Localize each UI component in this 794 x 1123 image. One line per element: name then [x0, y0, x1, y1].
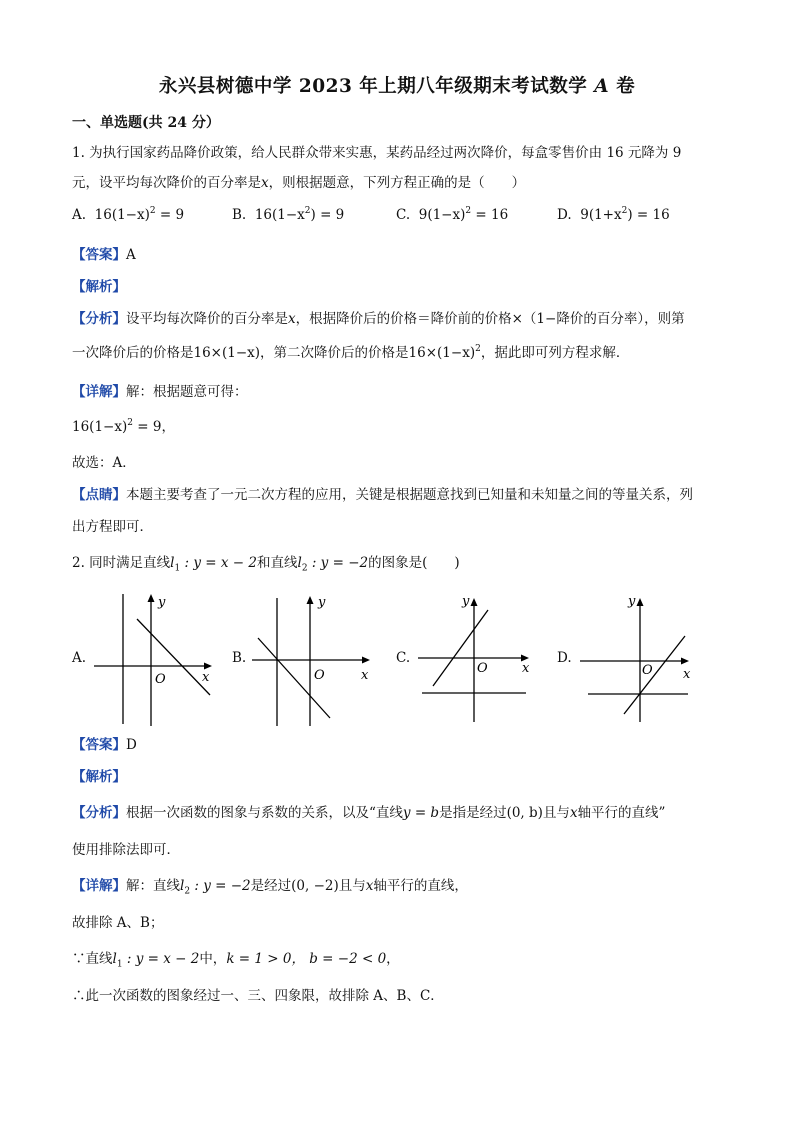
q1-option-b[interactable] — [232, 207, 344, 223]
fenxi-formula: y = b — [402, 805, 440, 821]
x-axis-label: x — [202, 670, 210, 685]
section-heading: 一、单选题(共 24 分） — [72, 115, 220, 131]
q1-choose: 故选：A． — [72, 455, 136, 471]
q2-analysis-tag — [72, 767, 126, 787]
detail-var: x — [365, 878, 374, 894]
equation-exponent: 2 — [127, 418, 133, 428]
option-label: D. — [557, 207, 572, 223]
equation-rest: = 9， — [132, 419, 175, 435]
fenxi-formula: 16×(1−x) — [193, 345, 261, 361]
graph-d-label: D. — [557, 650, 572, 666]
q2-therefore: ∴此一次函数的图象经过一、三、四象限，故排除 A、B、C． — [72, 988, 444, 1004]
graph-a-label: A. — [72, 650, 87, 666]
origin-label: O — [155, 672, 166, 687]
because-text: 中， — [199, 951, 227, 967]
q1-comment-line1 — [72, 485, 693, 505]
q2-stem — [72, 553, 460, 573]
q2-subscript: 1 — [174, 563, 181, 574]
origin-label: O — [477, 661, 488, 676]
answer-value: A — [126, 247, 136, 263]
title-italic: A — [594, 76, 610, 97]
analysis-tag: 【解析】 — [72, 769, 126, 785]
q1-fenxi-line2 — [72, 343, 629, 363]
y-axis-label: y — [462, 594, 470, 609]
q1-stem-line2 — [72, 173, 525, 193]
detail-text: 解：直线 — [126, 878, 180, 894]
q1-text: ，则根据题意，下列方程正确的是（ ） — [268, 175, 526, 191]
because-subscript: 1 — [116, 959, 123, 970]
q1-detail — [72, 382, 248, 402]
q2-formula: : y = −2 — [307, 555, 369, 571]
option-label: C. — [396, 207, 411, 223]
answer-tag: 【答案】 — [72, 247, 126, 263]
graph-b-label: B. — [232, 650, 247, 666]
fenxi-formula: (0, b) — [506, 805, 543, 821]
page-title — [0, 72, 794, 98]
graph-d[interactable] — [576, 590, 706, 728]
q2-line-name: l — [170, 555, 175, 571]
graph-a[interactable] — [88, 590, 218, 728]
fenxi-tag: 【分析】 — [72, 805, 126, 821]
fenxi-tag: 【分析】 — [72, 311, 126, 327]
option-formula: 9(1−x) — [418, 207, 466, 223]
fenxi-text: 设平均每次降价的百分率是 — [126, 311, 288, 327]
fenxi-text: 轴平行的直线” — [577, 805, 666, 821]
title-text: 永兴县树德中学 2023 年上期八年级期末考试数学 — [158, 76, 588, 97]
q2-fenxi-line1 — [72, 803, 665, 823]
because-text: ∵直线 — [72, 951, 113, 967]
graph-b[interactable] — [246, 590, 376, 728]
option-formula: 16(1−x — [254, 207, 305, 223]
answer-tag: 【答案】 — [72, 737, 126, 753]
q1-option-a[interactable] — [72, 207, 184, 223]
x-axis-label: x — [522, 661, 530, 676]
detail-text: 轴平行的直线， — [373, 878, 468, 894]
fenxi-text: ，根据降价后的价格＝降价前的价格×（1−降价的百分率），则第 — [295, 311, 685, 327]
option-label: A. — [72, 207, 87, 223]
fenxi-text: 是指是经过 — [439, 805, 507, 821]
option-exponent: 2 — [149, 206, 156, 216]
detail-formula: : y = −2 — [190, 878, 251, 894]
option-formula-rest: = 16 — [471, 207, 509, 223]
option-exponent: 2 — [465, 206, 472, 216]
q1-analysis-tag — [72, 277, 126, 297]
fenxi-text: 一次降价后的价格是 — [72, 345, 194, 361]
option-formula-rest: ) = 9 — [310, 207, 345, 223]
fenxi-text: 根据一次函数的图象与系数的关系，以及“直线 — [126, 805, 403, 821]
option-exponent: 2 — [304, 206, 311, 216]
fenxi-var: x — [288, 311, 296, 327]
because-text: ， — [386, 951, 400, 967]
option-label: B. — [232, 207, 247, 223]
y-axis-label: y — [628, 594, 636, 609]
detail-tag: 【详解】 — [72, 384, 126, 400]
q2-text: 和直线 — [256, 555, 298, 571]
detail-tag: 【详解】 — [72, 878, 126, 894]
fenxi-text: 且与 — [542, 805, 570, 821]
title-suffix: 卷 — [616, 76, 636, 97]
q2-subscript: 2 — [301, 563, 308, 574]
detail-text: 且与 — [338, 878, 366, 894]
q2-because — [72, 949, 400, 969]
origin-label: O — [642, 663, 653, 678]
fenxi-text: ，第二次降价后的价格是 — [260, 345, 409, 361]
q1-option-c[interactable] — [396, 207, 508, 223]
q1-stem-line1: 1. 为执行国家药品降价政策，给人民群众带来实惠，某药品经过两次降价，每盒零售价由 16 元降为 9 — [72, 145, 682, 161]
q2-text: 2. 同时满足直线 — [72, 555, 171, 571]
detail-line-name: l — [180, 878, 185, 894]
detail-text: 是经过 — [250, 878, 292, 894]
detail-subscript: 2 — [184, 886, 191, 897]
origin-label: O — [314, 668, 325, 683]
option-formula: 16(1−x) — [94, 207, 150, 223]
graph-c[interactable] — [414, 590, 544, 728]
q1-answer — [72, 245, 136, 265]
q2-fenxi-line2: 使用排除法即可． — [72, 842, 180, 858]
q2-line-name: l — [297, 555, 302, 571]
q2-detail — [72, 876, 468, 896]
because-formula: k = 1 > 0， b = −2 < 0 — [226, 951, 387, 967]
fenxi-var: x — [569, 805, 578, 821]
fenxi-text: ，据此即可列方程求解． — [480, 345, 630, 361]
answer-value: D — [126, 737, 137, 753]
because-formula: : y = x − 2 — [122, 951, 200, 967]
q1-var: x — [261, 175, 269, 191]
option-formula-rest: = 9 — [155, 207, 185, 223]
detail-text: 解：根据题意可得： — [126, 384, 248, 400]
x-axis-label: x — [683, 667, 691, 682]
fenxi-exponent: 2 — [475, 344, 481, 354]
option-exponent: 2 — [621, 206, 628, 216]
graph-c-label: C. — [396, 650, 411, 666]
q1-equation — [72, 417, 175, 437]
fenxi-formula: 16×(1−x) — [408, 345, 476, 361]
q1-option-d[interactable] — [557, 207, 670, 223]
analysis-tag: 【解析】 — [72, 279, 126, 295]
q1-text: 元，设平均每次降价的百分率是 — [72, 175, 261, 191]
detail-formula: (0, −2) — [291, 878, 339, 894]
equation-formula: 16(1−x) — [72, 419, 128, 435]
q2-text: 的图象是( ) — [368, 555, 460, 571]
y-axis-label: y — [318, 595, 326, 610]
q2-exclude: 故排除 A、B； — [72, 915, 164, 931]
y-axis-label: y — [158, 595, 166, 610]
comment-text: 本题主要考查了一元二次方程的应用，关键是根据题意找到已知量和未知量之间的等量关系，列 — [126, 487, 693, 503]
q1-comment-line2: 出方程即可． — [72, 519, 153, 535]
because-line-name: l — [112, 951, 117, 967]
option-formula-rest: ) = 16 — [627, 207, 670, 223]
x-axis-label: x — [361, 668, 369, 683]
q2-formula: : y = x − 2 — [180, 555, 257, 571]
q1-fenxi-line1 — [72, 309, 685, 329]
option-formula: 9(1+x — [580, 207, 622, 223]
q2-answer — [72, 735, 137, 755]
comment-tag: 【点睛】 — [72, 487, 126, 503]
